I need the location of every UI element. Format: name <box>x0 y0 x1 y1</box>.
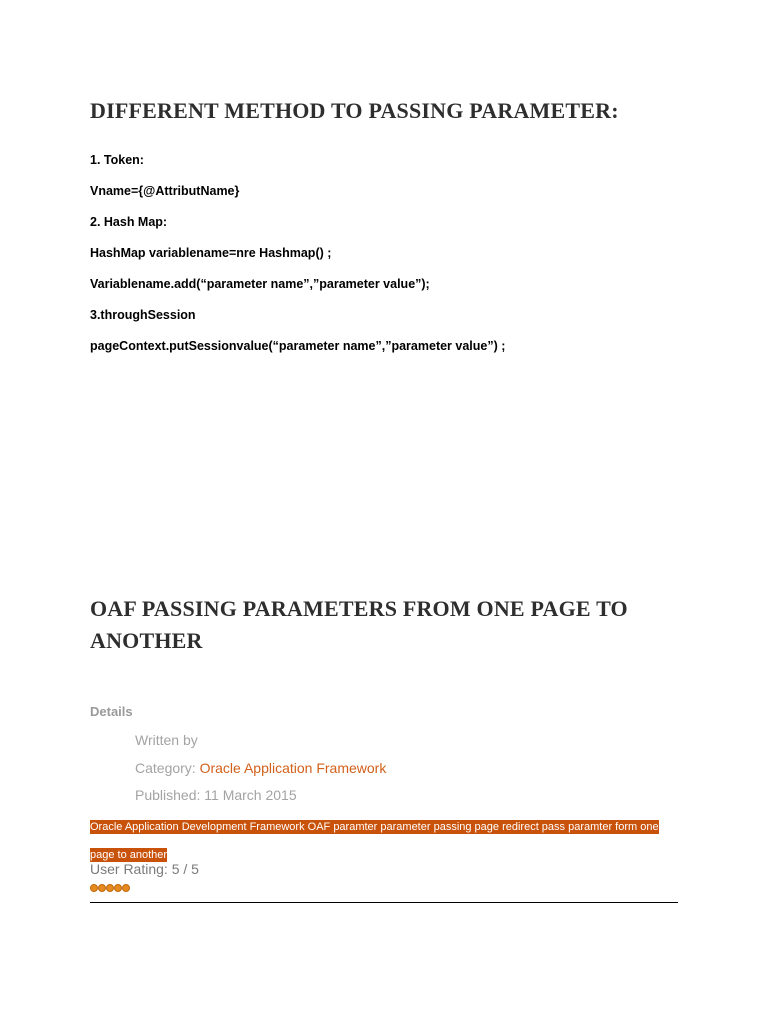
code-line: 1. Token: <box>90 153 144 167</box>
code-block <box>90 152 505 369</box>
star-icon <box>122 884 130 892</box>
code-line: 2. Hash Map: <box>90 215 168 229</box>
star-icon <box>98 884 106 892</box>
written-by: Written by <box>135 732 198 748</box>
code-line: pageContext.putSessionvalue(“parameter name”,”parameter value”) ; <box>90 339 506 353</box>
article-title: OAF PASSING PARAMETERS FROM ONE PAGE TO ANOTHER <box>90 596 628 653</box>
published-date: Published: 11 March 2015 <box>135 787 297 803</box>
rating-stars <box>90 884 130 892</box>
code-line: HashMap variablename=nre Hashmap() ; <box>90 246 332 260</box>
category <box>135 760 386 776</box>
star-icon <box>106 884 114 892</box>
details-label: Details <box>90 704 133 719</box>
category-label: Category: <box>135 760 196 776</box>
divider <box>90 902 678 903</box>
section-heading: DIFFERENT METHOD TO PASSING PARAMETER: <box>90 98 619 123</box>
star-icon <box>114 884 122 892</box>
code-line: 3.throughSession <box>90 308 196 322</box>
star-icon <box>90 884 98 892</box>
code-line: Variablename.add(“parameter name”,”parameter value”); <box>90 277 430 291</box>
code-line: Vname={@AttributName} <box>90 184 240 198</box>
tags-link[interactable]: Oracle Application Development Framework OAF paramter parameter passing page redirect pass paramter form one page to another <box>90 821 659 861</box>
user-rating: User Rating: 5 / 5 <box>90 861 199 877</box>
category-link[interactable]: Oracle Application Framework <box>199 760 387 776</box>
